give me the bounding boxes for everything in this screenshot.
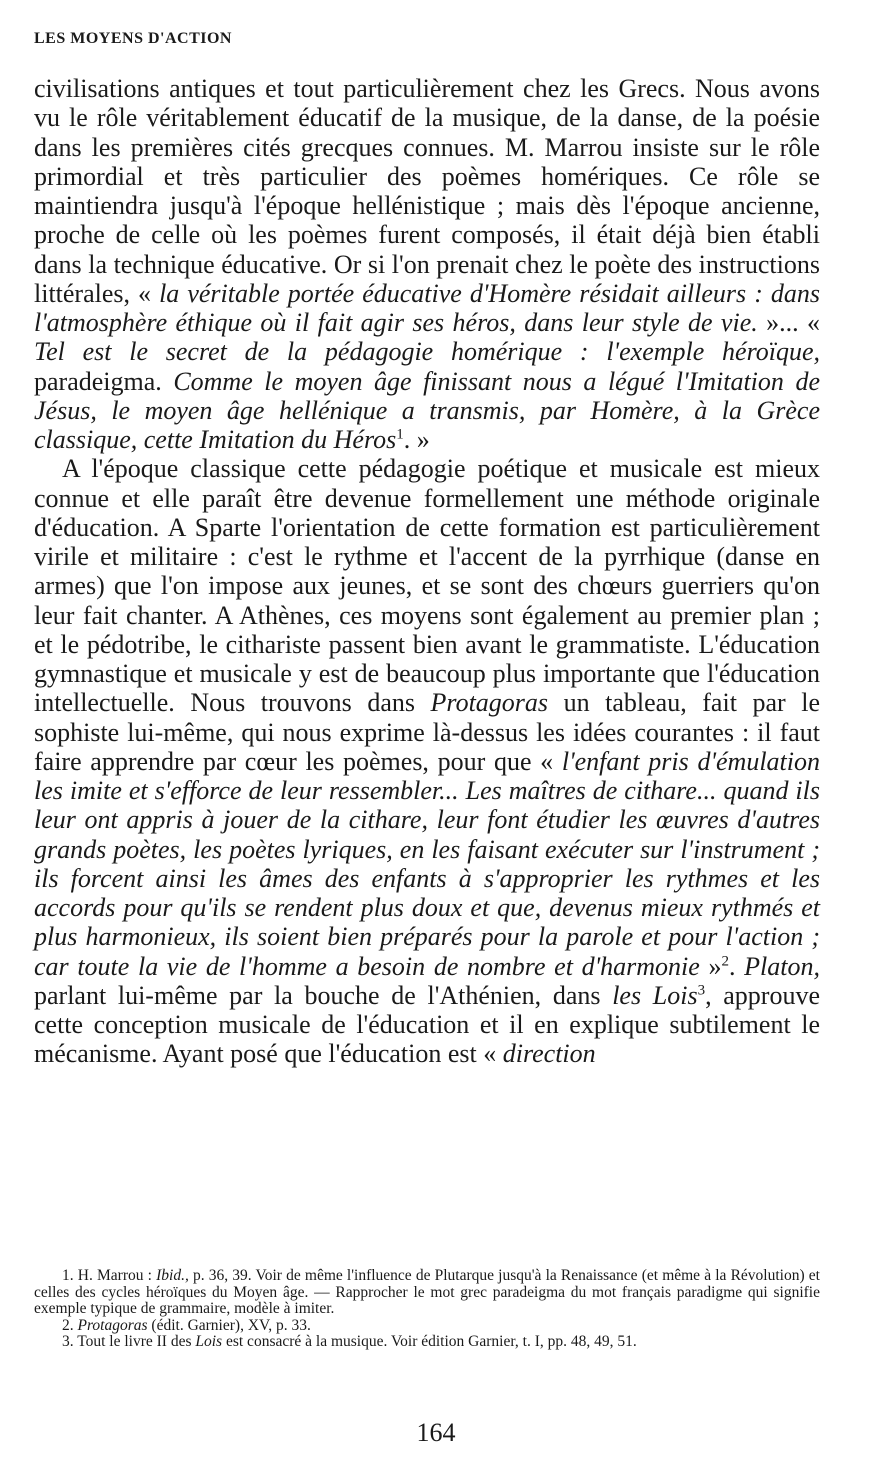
paragraph-2-italic-4: les Lois [612, 980, 698, 1010]
running-head: LES MOYENS D'ACTION [34, 30, 232, 47]
paragraph-2-italic-3: Platon, [744, 951, 821, 981]
paragraph-1 [34, 74, 820, 454]
footnote-3 [34, 1334, 820, 1351]
paragraph-2-text-5: parlant lui-même par la bouche de l'Athénien, dans [34, 980, 613, 1010]
paragraph-1-text-4: . » [403, 425, 430, 454]
paragraph-2-text-4: . [729, 951, 745, 981]
footnote-2 [34, 1318, 820, 1335]
footnote-1-italic: Ibid., [156, 1267, 189, 1284]
paragraph-1-text-3: paradeigma. [34, 366, 174, 396]
footnote-ref-2: 2 [721, 952, 729, 969]
paragraph-1-italic-3: Comme le moyen âge finissant nous a légué l'Imitation de Jésus, le moyen âge hellénique a transmis, par Homère, à la Grèce classique, cette Imitation du Héros [34, 366, 820, 454]
paragraph-1-text-2: »... « [757, 308, 821, 337]
paragraph-1-italic-1: la véritable portée éducative d'Homère résidait ailleurs : dans l'atmosphère éthique où il fait agir ses héros, dans leur style de vie. [34, 278, 820, 337]
paragraph-2-italic-5: direction [502, 1039, 596, 1069]
footnotes [34, 1268, 820, 1351]
footnote-1-text-b: p. 36, 39. Voir de même l'influence de Plutarque jusqu'à la Renaissance (et même à la Révolution) et celles des cycles héroïques du Moyen âge. — Rapprocher le mot grec paradeigma du mot français paradigme qui signifie exemple typique de grammaire, modèle à imiter. [34, 1267, 820, 1317]
body-text [34, 74, 820, 1069]
footnote-ref-1: 1 [396, 426, 404, 443]
paragraph-2-text-1: A l'époque classique cette pédagogie poétique et musicale est mieux connue et elle paraît être devenue formellement une méthode originale d'éducation. A Sparte l'orientation de cette formation est particulièrement virile et militaire : c'est le rythme et l'accent de la pyrrhique (danse en armes) que l'on impose aux jeunes, et se sont des chœurs guerriers qu'on leur fait chanter. A Athènes, ces moyens sont également au premier plan ; et le pédotribe, le cithariste passent bien avant le grammatiste. L'éducation gymnastique et musicale y est de beaucoup plus importante que l'éducation intellectuelle. Nous trouvons dans [34, 454, 820, 718]
footnote-3-text-b: est consacré à la musique. Voir édition Garnier, t. I, pp. 48, 49, 51. [222, 1333, 637, 1350]
footnote-1 [34, 1268, 820, 1318]
paragraph-2-italic-1: Protagoras [430, 688, 549, 718]
footnote-2-text-b: (édit. Garnier), XV, p. 33. [147, 1316, 311, 1334]
paragraph-2 [34, 454, 820, 1068]
footnote-3-text-a: 3. Tout le livre II des [62, 1333, 196, 1350]
paragraph-2-text-3: » [699, 951, 722, 981]
footnote-2-text-a: 2. [62, 1316, 78, 1334]
paragraph-1-text-1: civilisations antiques et tout particulièrement chez les Grecs. Nous avons vu le rôle véritablement éducatif de la musique, de la danse, de la poésie dans les premières cités grecques connues. M. Marrou insiste sur le rôle primordial et très particulier des poèmes homériques. Ce rôle se maintiendra jusqu'à l'époque hellénistique ; mais dès l'époque ancienne, proche de celle où les poèmes furent composés, il était déjà bien établi dans la technique éducative. Or si l'on prenait chez le poète des instructions littérales, « [34, 74, 820, 308]
page-number: 164 [416, 1418, 456, 1447]
footnote-1-text-a: 1. H. Marrou : [62, 1267, 157, 1284]
footnote-3-italic: Lois [195, 1333, 223, 1350]
footnote-ref-3: 3 [697, 982, 706, 999]
footnote-2-italic: Protagoras [77, 1316, 148, 1334]
paragraph-2-italic-2: l'enfant pris d'émulation les imite et s'efforce de leur ressembler... Les maîtres de cithare... quand ils leur ont appris à jouer de la cithare, leur font étudier les œuvres d'autres grands poètes, les poètes lyriques, en les faisant exécuter sur l'instrument ; ils forcent ainsi les âmes des enfants à s'approprier les rythmes et les accords pour qu'ils se rendent plus doux et que, devenus mieux rythmés et plus harmonieux, ils soient bien préparés pour la parole et pour l'action ; car toute la vie de l'homme a besoin de nombre et d'harmonie [34, 746, 820, 981]
paragraph-1-italic-2: Tel est le secret de la pédagogie homérique : l'exemple héroïque, [34, 337, 820, 367]
paragraph-2-text-6: , approuve cette conception musicale de l'éducation et il en explique subtilement le mécanisme. Ayant posé que l'éducation est « [34, 980, 820, 1069]
paragraph-2-text-2: un tableau, fait par le sophiste lui-même, qui nous exprime là-dessus les idées courantes : il faut faire apprendre par cœur les poèmes, pour que « [34, 688, 820, 776]
